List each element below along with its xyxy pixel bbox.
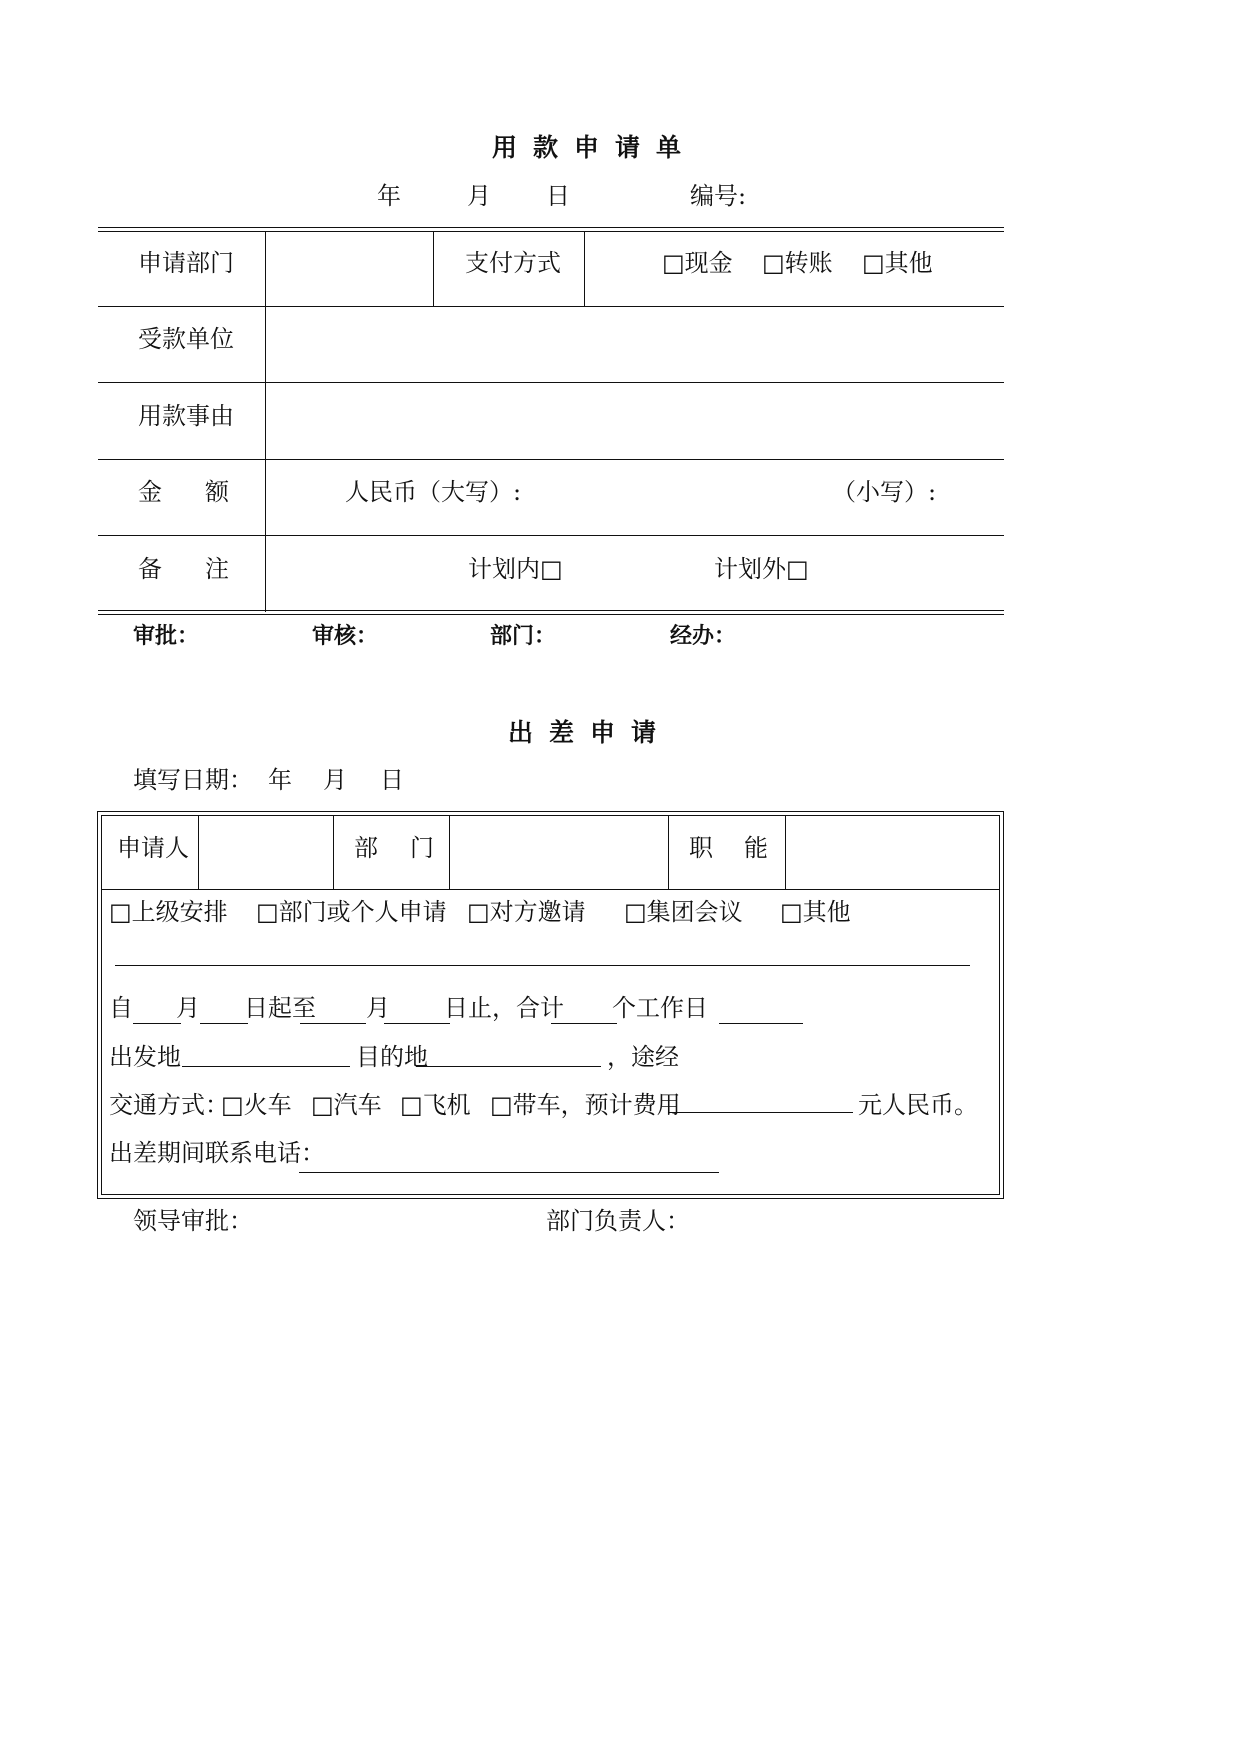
- period-day-to-label: 日止，合计: [444, 994, 564, 1022]
- leader-approve-label: 领导审批：: [133, 1207, 253, 1235]
- origin-blank[interactable]: [182, 1066, 350, 1067]
- reason-superior-checkbox[interactable]: □上级安排: [109, 898, 228, 926]
- role-label-1: 职: [689, 834, 713, 862]
- amount-upper-label: 人民币（大写）:: [345, 478, 522, 506]
- remark-label-2: 注: [205, 555, 229, 583]
- transport-plane-checkbox[interactable]: □飞机: [400, 1091, 471, 1119]
- transport-train-checkbox[interactable]: □火车: [221, 1091, 292, 1119]
- dept-head-label: 部门负责人：: [546, 1207, 690, 1235]
- transport-label: 交通方式：: [109, 1091, 229, 1119]
- transport-car-checkbox[interactable]: □带车，预计费用: [490, 1091, 681, 1119]
- reason-label: 用款事由: [138, 402, 234, 430]
- remark-label-1: 备: [138, 555, 162, 583]
- serial-number-label: 编号:: [690, 182, 747, 210]
- destination-blank[interactable]: [416, 1066, 601, 1067]
- pay-method-label: 支付方式: [465, 249, 561, 277]
- period-workdays-blank[interactable]: [551, 1023, 617, 1024]
- phone-blank[interactable]: [299, 1172, 719, 1173]
- period-day-from-label: 日起至: [244, 994, 316, 1022]
- reason-invitation-checkbox[interactable]: □对方邀请: [467, 898, 586, 926]
- travel-dept-label-2: 门: [410, 834, 434, 862]
- reason-dept-personal-checkbox[interactable]: □部门或个人申请: [256, 898, 447, 926]
- role-label-2: 能: [744, 834, 768, 862]
- destination-label: 目的地: [356, 1043, 428, 1071]
- period-from-label: 自: [109, 994, 133, 1022]
- signoff-handler: 经办：: [670, 623, 737, 649]
- amount-lower-label: （小写）:: [832, 478, 937, 506]
- origin-label: 出发地: [109, 1043, 181, 1071]
- reason-other-checkbox[interactable]: □其他: [780, 898, 851, 926]
- apply-dept-label: 申请部门: [138, 249, 234, 277]
- period-month2-label: 月: [366, 994, 390, 1022]
- signoff-review: 审核：: [312, 623, 379, 649]
- applicant-label: 申请人: [117, 834, 189, 862]
- currency-suffix: 元人民币。: [858, 1091, 978, 1119]
- signoff-approve: 审批：: [133, 623, 200, 649]
- period-end-day-blank[interactable]: [384, 1023, 450, 1024]
- estimated-cost-blank[interactable]: [668, 1112, 853, 1113]
- signoff-dept: 部门：: [490, 623, 557, 649]
- period-start-day-blank[interactable]: [200, 1023, 248, 1024]
- travel-form-title: 出差申请: [508, 718, 673, 747]
- pay-other-checkbox[interactable]: □其他: [862, 249, 933, 277]
- period-extra-blank[interactable]: [719, 1023, 803, 1024]
- period-workdays-label: 个工作日: [612, 994, 708, 1022]
- payment-date-year: 年: [377, 182, 401, 210]
- payment-date-month: 月: [467, 182, 491, 210]
- transport-bus-checkbox[interactable]: □汽车: [311, 1091, 382, 1119]
- reason-detail-line[interactable]: [115, 965, 970, 966]
- pay-transfer-checkbox[interactable]: □转账: [762, 249, 833, 277]
- in-plan-checkbox[interactable]: 计划内□: [468, 555, 563, 583]
- amount-label-2: 额: [205, 478, 229, 506]
- payment-date-day: 日: [546, 182, 570, 210]
- out-plan-checkbox[interactable]: 计划外□: [714, 555, 809, 583]
- pay-cash-checkbox[interactable]: □现金: [662, 249, 733, 277]
- amount-label-1: 金: [138, 478, 162, 506]
- fill-date-month: 月: [323, 766, 347, 794]
- fill-date-label: 填写日期：: [133, 766, 253, 794]
- period-start-month-blank[interactable]: [133, 1023, 181, 1024]
- travel-dept-label-1: 部: [354, 834, 378, 862]
- phone-label: 出差期间联系电话：: [109, 1139, 325, 1167]
- period-month1-label: 月: [176, 994, 200, 1022]
- payment-form-title: 用款申请单: [492, 133, 698, 162]
- fill-date-day: 日: [380, 766, 404, 794]
- fill-date-year: 年: [268, 766, 292, 794]
- payee-label: 受款单位: [138, 325, 234, 353]
- via-label: ，途经: [607, 1043, 679, 1071]
- period-end-month-blank[interactable]: [300, 1023, 366, 1024]
- reason-group-meeting-checkbox[interactable]: □集团会议: [624, 898, 743, 926]
